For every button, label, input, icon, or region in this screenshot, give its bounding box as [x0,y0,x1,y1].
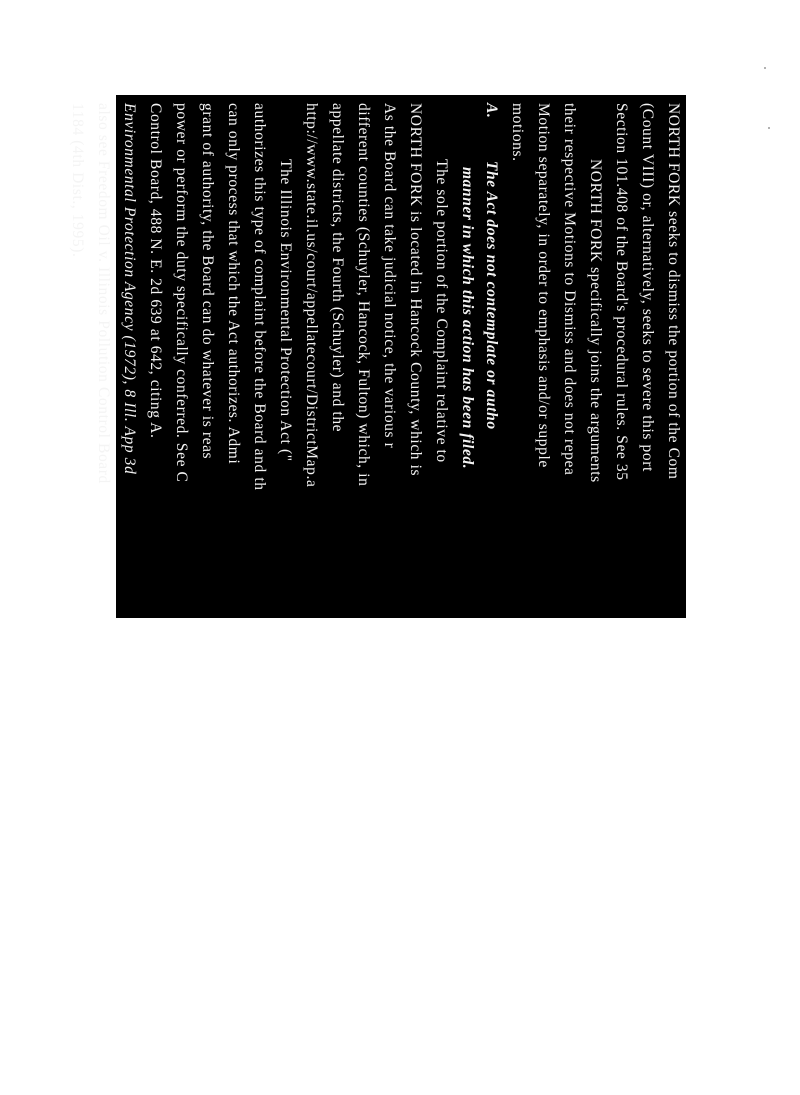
heading-text: The Act does not contemplate or autho [483,160,500,430]
text-line: NORTH FORK is located in Hancock County, which is [407,103,424,477]
scan-speck [768,127,770,129]
text-line: grant of authority, the Board can do whatever is reas [199,103,216,460]
text-line: http://www.state.il.us/court/appellatecourt/DistrictMap.a [303,103,320,488]
text-line: The sole portion of the Complaint relative to [433,159,450,463]
section-heading-cont: manner in which this action has been filed. [459,167,476,470]
text-line: power or perform the duty specifically conferred. See C [173,103,190,483]
scanned-page [69,95,686,618]
text-line: Control Board, 488 N. E. 2d 639 at 642, citing A. [147,103,164,439]
text-line: NORTH FORK seeks to dismiss the portion of the Com [665,103,682,480]
text-line: As the Board can take judicial notice, the various r [381,103,398,449]
text-line: Motion separately, in order to emphasis and/or supple [535,103,552,468]
text-line: NORTH FORK specifically joins the arguments [587,159,604,483]
text-line: also see Freedom Oil v. Illinois Pollution Control Board [95,103,112,484]
text-line: The Illinois Environmental Protection Act (" [277,159,294,462]
text-line: different counties (Schuyler, Hancock, Fulton) which, in [355,103,372,487]
text-line: their respective Motions to Dismiss and does not repea [561,103,578,476]
text-line: appellate districts, the Fourth (Schuyler) and the [329,103,346,433]
rotated-text-block [69,95,686,1095]
section-heading [482,103,500,430]
scan-speck [764,67,766,69]
heading-letter: A. [483,103,500,119]
text-line: Section 101.408 of the Board's procedural rules. See 35 [613,103,630,481]
text-line: can only process that which the Act authorizes. Admi [225,103,242,465]
text-line: (Count VIII) or, alternatively, seeks to severe this port [639,103,656,472]
text-line: Environmental Protection Agency (1972), 8 Ill. App 3d [121,103,138,475]
text-line: authorizes this type of complaint before the Board and th [251,103,268,491]
text-line: 1184 (4th Dist., 1995). [69,103,86,258]
text-line: motions. [509,103,526,162]
